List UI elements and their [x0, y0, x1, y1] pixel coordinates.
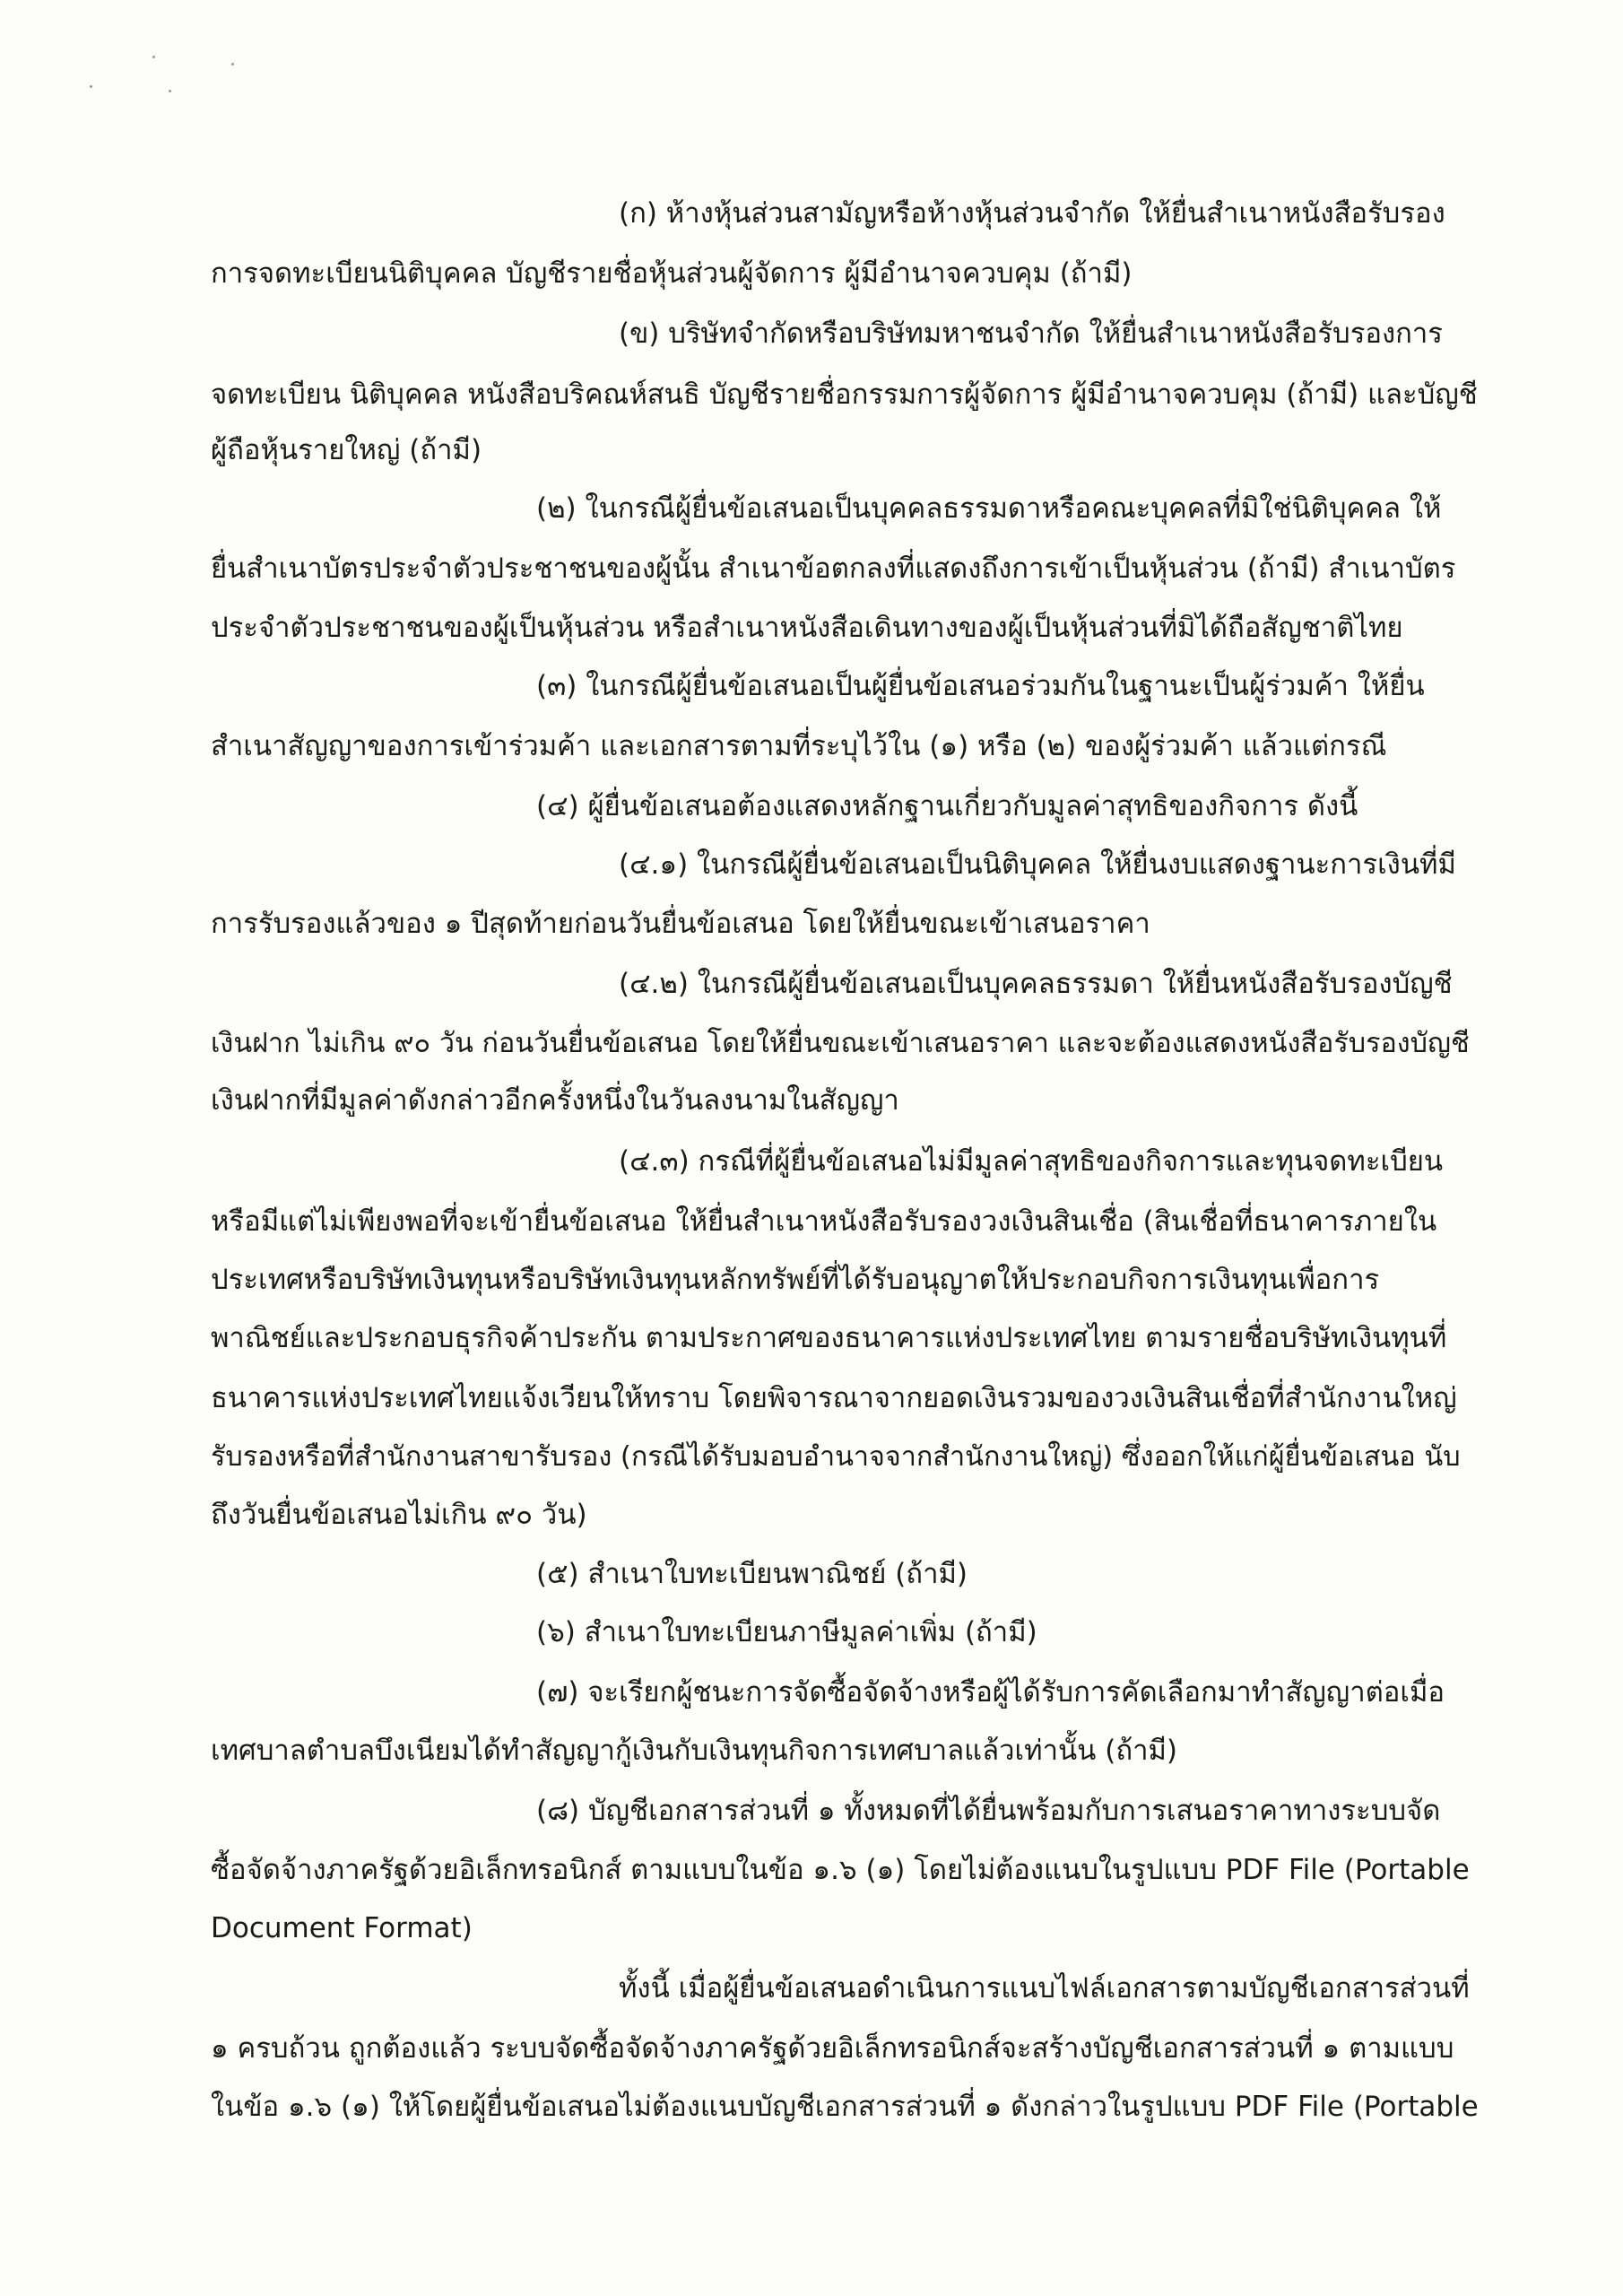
- clause-4-1-line: (๔.๑) ในกรณีผู้ยื่นข้อเสนอเป็นนิติบุคคล ให้ยื่นงบแสดงฐานะการเงินที่มี: [619, 848, 1456, 881]
- clause-4-3-cont: รับรองหรือที่สำนักงานสาขารับรอง (กรณีได้รับมอบอำนาจจากสำนักงานใหญ่) ซึ่งออกให้แก่ผู้ยื่นข้อเสนอ นับ: [211, 1441, 1461, 1473]
- clause-4-line: (๔) ผู้ยื่นข้อเสนอต้องแสดงหลักฐานเกี่ยวกับมูลค่าสุทธิของกิจการ ดังนี้: [536, 790, 1358, 822]
- clause-4-2-line: (๔.๒) ในกรณีผู้ยื่นข้อเสนอเป็นบุคคลธรรมดา ให้ยื่นหนังสือรับรองบัญชี: [619, 968, 1453, 1000]
- clause-3-line: (๓) ในกรณีผู้ยื่นข้อเสนอเป็นผู้ยื่นข้อเสนอร่วมกันในฐานะเป็นผู้ร่วมค้า ให้ยื่น: [536, 670, 1425, 702]
- clause-2-cont: ประจำตัวประชาชนของผู้เป็นหุ้นส่วน หรือสำเนาหนังสือเดินทางของผู้เป็นหุ้นส่วนที่มิได้ถือสัญชาติไทย: [211, 612, 1403, 644]
- clause-4-2-cont: เงินฝากที่มีมูลค่าดังกล่าวอีกครั้งหนึ่งในวันลงนามในสัญญา: [211, 1084, 899, 1117]
- clause-7-cont: เทศบาลตำบลบึงเนียมได้ทำสัญญากู้เงินกับเงินทุนกิจการเทศบาลแล้วเท่านั้น (ถ้ามี): [211, 1735, 1178, 1767]
- clause-b-line: (ข) บริษัทจำกัดหรือบริษัทมหาชนจำกัด ให้ยื่นสำเนาหนังสือรับรองการ: [619, 317, 1443, 350]
- clause-4-3-cont: ถึงวันยื่นข้อเสนอไม่เกิน ๙๐ วัน): [211, 1499, 587, 1531]
- scan-speck: [152, 56, 155, 58]
- clause-b-cont: ผู้ถือหุ้นรายใหญ่ (ถ้ามี): [211, 434, 482, 466]
- clause-4-3-cont: พาณิชย์และประกอบธุรกิจค้าประกัน ตามประกาศของธนาคารแห่งประเทศไทย ตามรายชื่อบริษัทเงินทุนที่: [211, 1322, 1447, 1354]
- clause-a-cont: การจดทะเบียนนิติบุคคล บัญชีรายชื่อหุ้นส่วนผู้จัดการ ผู้มีอำนาจควบคุม (ถ้ามี): [211, 257, 1133, 290]
- clause-3-cont: สำเนาสัญญาของการเข้าร่วมค้า และเอกสารตามที่ระบุไว้ใน (๑) หรือ (๒) ของผู้ร่วมค้า แล้วแต่กรณี: [211, 730, 1387, 762]
- clause-8-line: (๘) บัญชีเอกสารส่วนที่ ๑ ทั้งหมดที่ได้ยื่นพร้อมกับการเสนอราคาทางระบบจัด: [536, 1795, 1441, 1827]
- clause-7-line: (๗) จะเรียกผู้ชนะการจัดซื้อจัดจ้างหรือผู้ได้รับการคัดเลือกมาทำสัญญาต่อเมื่อ: [536, 1676, 1445, 1709]
- closing-para-cont: ในข้อ ๑.๖ (๑) ให้โดยผู้ยื่นข้อเสนอไม่ต้องแนบบัญชีเอกสารส่วนที่ ๑ ดังกล่าวในรูปแบบ PDF File (Portable: [211, 2091, 1479, 2123]
- clause-4-3-cont: หรือมีแต่ไม่เพียงพอที่จะเข้ายื่นข้อเสนอ ให้ยื่นสำเนาหนังสือรับรองวงเงินสินเชื่อ (สินเชื่อที่ธนาคารภายใน: [211, 1205, 1437, 1238]
- clause-4-2-cont: เงินฝาก ไม่เกิน ๙๐ วัน ก่อนวันยื่นข้อเสนอ โดยให้ยื่นขณะเข้าเสนอราคา และจะต้องแสดงหนังสือรับรองบัญชี: [211, 1028, 1470, 1059]
- clause-4-3-cont: ประเทศหรือบริษัทเงินทุนหรือบริษัทเงินทุนหลักทรัพย์ที่ได้รับอนุญาตให้ประกอบกิจการเงินทุนเพื่อการ: [211, 1264, 1380, 1296]
- clause-a-line: (ก) ห้างหุ้นส่วนสามัญหรือห้างหุ้นส่วนจำกัด ให้ยื่นสำเนาหนังสือรับรอง: [619, 197, 1445, 230]
- clause-4-3-cont: ธนาคารแห่งประเทศไทยแจ้งเวียนให้ทราบ โดยพิจารณาจากยอดเงินรวมของวงเงินสินเชื่อที่สำนักงานใหญ่: [211, 1382, 1457, 1414]
- clause-2-line: (๒) ในกรณีผู้ยื่นข้อเสนอเป็นบุคคลธรรมดาหรือคณะบุคคลที่มิใช่นิติบุคคล ให้: [536, 492, 1442, 525]
- closing-para-cont: ๑ ครบถ้วน ถูกต้องแล้ว ระบบจัดซื้อจัดจ้างภาครัฐด้วยอิเล็กทรอนิกส์จะสร้างบัญชีเอกสารส่วนที่ ๑ ตามแบบ: [211, 2032, 1454, 2065]
- scan-speck: [169, 90, 171, 92]
- scan-speck: [231, 63, 234, 65]
- clause-8-cont: ซื้อจัดจ้างภาครัฐด้วยอิเล็กทรอนิกส์ ตามแบบในข้อ ๑.๖ (๑) โดยไม่ต้องแนบในรูปแบบ PDF File (Portable: [211, 1854, 1470, 1886]
- clause-8-cont: Document Format): [211, 1912, 473, 1944]
- closing-para-line: ทั้งนี้ เมื่อผู้ยื่นข้อเสนอดำเนินการแนบไฟล์เอกสารตามบัญชีเอกสารส่วนที่: [619, 1972, 1470, 2005]
- scan-speck: [90, 85, 92, 88]
- clause-4-1-cont: การรับรองแล้วของ ๑ ปีสุดท้ายก่อนวันยื่นข้อเสนอ โดยให้ยื่นขณะเข้าเสนอราคา: [211, 908, 1150, 940]
- clause-4-3-line: (๔.๓) กรณีที่ผู้ยื่นข้อเสนอไม่มีมูลค่าสุทธิของกิจการและทุนจดทะเบียน: [619, 1145, 1444, 1178]
- clause-5-line: (๕) สำเนาใบทะเบียนพาณิชย์ (ถ้ามี): [536, 1558, 968, 1590]
- clause-2-cont: ยื่นสำเนาบัตรประจำตัวประชาชนของผู้นั้น สำเนาข้อตกลงที่แสดงถึงการเข้าเป็นหุ้นส่วน (ถ้ามี) สำเนาบัตร: [211, 552, 1456, 585]
- clause-b-cont: จดทะเบียน นิติบุคคล หนังสือบริคณห์สนธิ บัญชีรายชื่อกรรมการผู้จัดการ ผู้มีอำนาจควบคุม (ถ้ามี) และบัญชี: [211, 378, 1478, 411]
- clause-6-line: (๖) สำเนาใบทะเบียนภาษีมูลค่าเพิ่ม (ถ้ามี): [536, 1616, 1037, 1648]
